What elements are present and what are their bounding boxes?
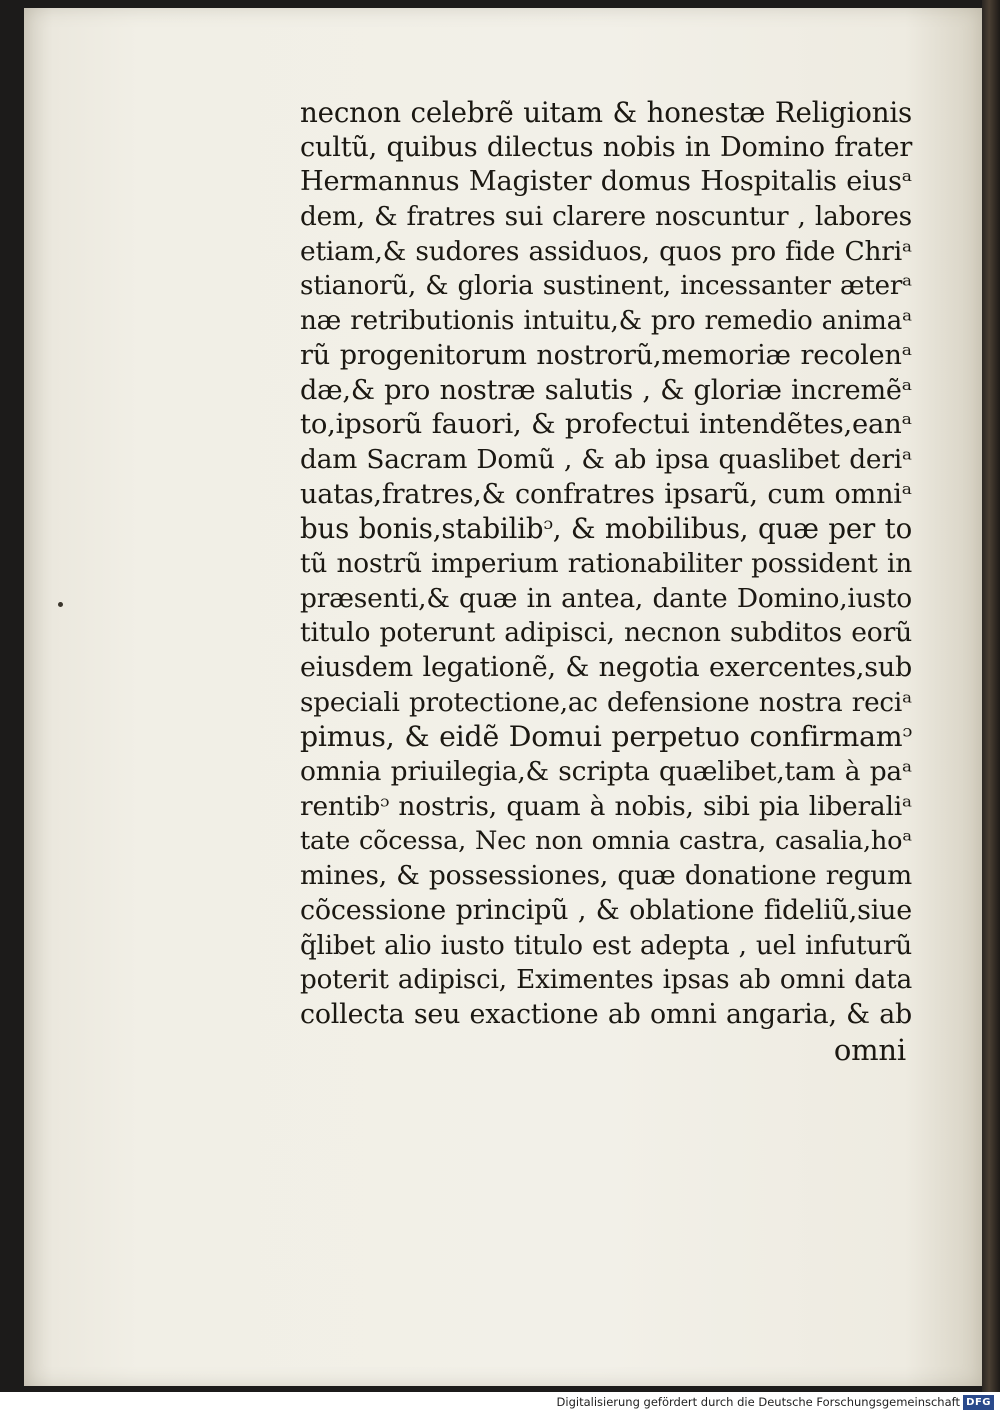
text-line: mines, & possessiones, quæ donatione regum bbox=[300, 860, 912, 892]
text-line: necnon celebrẽ uitam & honestæ Religionis bbox=[300, 96, 912, 129]
text-line: to,ipsorũ fauori, & profectui intendẽtes,eanᵃ bbox=[300, 409, 912, 441]
text-line: dam Sacram Domũ , & ab ipsa quaslibet deriᵃ bbox=[300, 443, 912, 475]
text-line: næ retributionis intuitu,& pro remedio animaᵃ bbox=[300, 306, 912, 337]
text-line: eiusdem legationẽ, & negotia exercentes,sub bbox=[300, 652, 912, 683]
text-line: rũ progenitorum nostrorũ,memoriæ recolenᵃ bbox=[300, 339, 912, 371]
text-line: q̃libet alio iusto titulo est adepta , uel infuturũ bbox=[300, 930, 912, 961]
text-line: uatas,fratres,& confratres ipsarũ, cum omniᵃ bbox=[300, 478, 912, 510]
text-line: dem, & fratres sui clarere noscuntur , labores bbox=[300, 202, 912, 233]
text-line: tũ nostrũ imperium rationabiliter possident in bbox=[300, 548, 912, 579]
text-line: omnia priuilegia,& scripta quælibet,tam à paᵃ bbox=[300, 756, 912, 788]
text-line: speciali protectione,ac defensione nostra reciᵃ bbox=[300, 687, 912, 718]
text-line: tate cõcessa, Nec non omnia castra, casalia,hoᵃ bbox=[300, 826, 912, 857]
book-edge bbox=[982, 0, 1000, 1392]
footer-credit: Digitalisierung gefördert durch die Deutsche Forschungsgemeinschaft bbox=[556, 1395, 960, 1409]
text-line: poterit adipisci, Eximentes ipsas ab omni data bbox=[300, 965, 912, 996]
text-block bbox=[300, 96, 912, 1067]
text-line: collecta seu exactione ab omni angaria, & ab bbox=[300, 998, 912, 1030]
text-line: titulo poterunt adipisci, necnon subditos eorũ bbox=[300, 617, 912, 649]
text-line: Hermannus Magister domus Hospitalis eiusᵃ bbox=[300, 166, 912, 198]
text-line: cultũ, quibus dilectus nobis in Domino frater bbox=[300, 131, 913, 163]
text-line: bus bonis,stabilibᵓ, & mobilibus, quæ per to bbox=[300, 512, 912, 546]
text-line: præsenti,& quæ in antea, dante Domino,iusto bbox=[300, 582, 912, 614]
text-line: cõcessione principũ , & oblatione fideliũ,siue bbox=[300, 894, 912, 926]
page-spot bbox=[58, 602, 63, 607]
text-line: pimus, & eidẽ Domui perpetuo confirmamᵓ bbox=[300, 720, 912, 754]
catchword: omni bbox=[833, 1032, 906, 1067]
text-line: stianorũ, & gloria sustinent, incessanter æterᵃ bbox=[300, 271, 912, 302]
footer bbox=[0, 1392, 1000, 1413]
text-line: rentibᵓ nostris, quam à nobis, sibi pia liberaliᵃ bbox=[300, 790, 912, 822]
text-line: dæ,& pro nostræ salutis , & gloriæ incremẽᵃ bbox=[300, 374, 913, 406]
dfg-logo: DFG bbox=[963, 1395, 994, 1410]
text-line: etiam,& sudores assiduos, quos pro fide Chriᵃ bbox=[300, 235, 912, 267]
